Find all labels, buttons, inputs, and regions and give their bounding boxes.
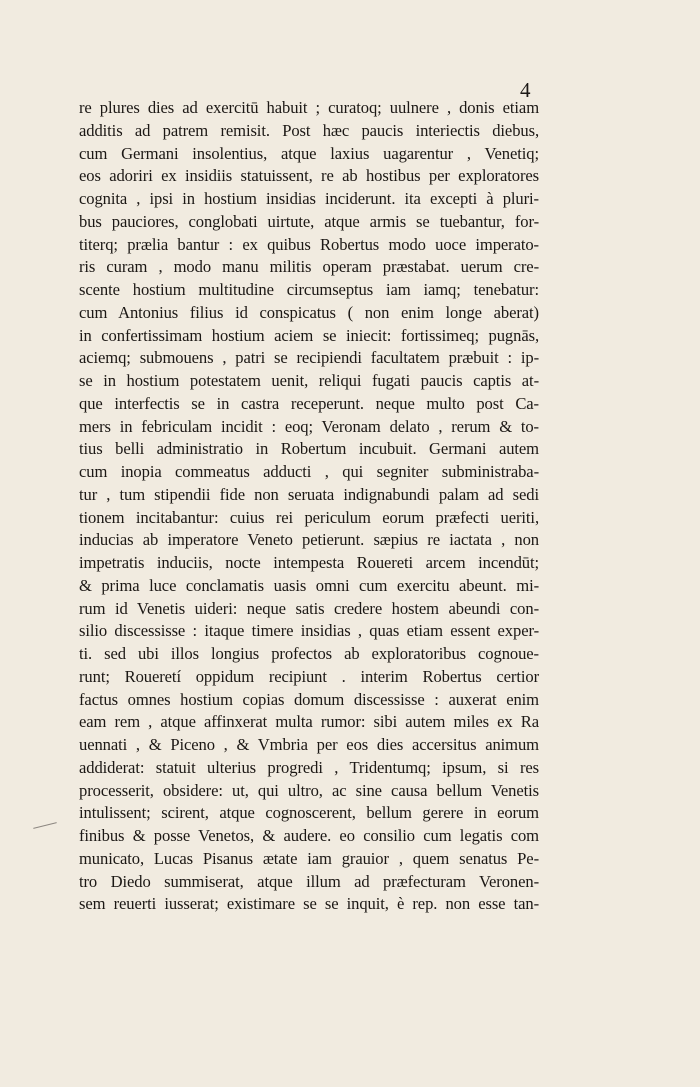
text-line: runt; Roueretí oppidum recipiunt . interim Robertus certior xyxy=(79,666,539,686)
text-line: finibus & posse Venetos, & audere. eo consilio cum legatis com xyxy=(79,826,539,845)
text-line: scente hostium multitudine circumseptus iam iamq; tenebatur: xyxy=(79,280,539,299)
text-line: mers in febriculam incidit : eoq; Veronam delato , rerum & to- xyxy=(79,416,539,436)
text-line: ris curam , modo manu militis operam præstabat. uerum cre- xyxy=(79,257,539,277)
text-line: rum id Venetis uideri: neque satis credere hostem abeundi con- xyxy=(79,598,539,618)
text-line: aciemq; submouens , patri se recipiendi facultatem præbuit : ip- xyxy=(79,348,539,368)
text-line: se in hostium potestatem uenit, reliqui fugati paucis captis at- xyxy=(79,371,539,390)
text-line: cum Antonius filius id conspicatus ( non enim longe aberat) xyxy=(79,302,539,322)
text-line: tius belli administratio in Robertum incubuit. Germani autem xyxy=(79,439,539,459)
page-number: 4 xyxy=(520,78,531,102)
text-line: eam rem , atque affinxerat multa rumor: sibi autem miles ex Ra xyxy=(79,712,539,732)
text-line: cum inopia commeatus adducti , qui segniter subministraba- xyxy=(79,462,539,481)
text-line: addiderat: statuit ulterius progredi , Tridentumq; ipsum, si res xyxy=(79,757,539,777)
text-line: tionem incitabantur: cuius rei periculum eorum præfecti ueriti, xyxy=(79,507,539,527)
text-line: cognita , ipsi in hostium insidias inciderunt. ita excepti à pluri- xyxy=(79,189,539,208)
text-line: intulissent; scirent, atque cognoscerent, bellum gerere in eorum xyxy=(79,803,539,823)
text-line: eos adoriri ex insidiis statuissent, re ab hostibus per exploratores xyxy=(79,166,539,186)
text-line: & prima luce conclamatis uasis omni cum exercitu abeunt. mi- xyxy=(79,575,539,595)
text-line: silio discessisse : itaque timere insidias , quas etiam essent exper- xyxy=(79,621,539,641)
text-line: titerq; prælia bantur : ex quibus Robertus modo uoce imperato- xyxy=(79,234,539,254)
text-line: additis ad patrem remisit. Post hæc paucis interiectis diebus, xyxy=(79,120,539,140)
text-line: uennati , & Piceno , & Vmbria per eos dies accersitus animum xyxy=(79,735,539,754)
text-line: tur , tum stipendii fide non seruata indignabundi palam ad sedi xyxy=(79,484,539,504)
text-line: municato, Lucas Pisanus ætate iam grauior , quem senatus Pe- xyxy=(79,848,539,868)
text-line: re plures dies ad exercitū habuit ; curatoq; uulnere , donis etiam xyxy=(79,98,539,117)
text-line: que interfectis se in castra receperunt. neque multo post Ca- xyxy=(79,393,539,413)
text-line: in confertissimam hostium aciem se iniecit: fortissimeq; pugnās, xyxy=(79,325,539,345)
text-line: bus pauciores, conglobati uirtute, atque armis se tuebantur, for- xyxy=(79,211,539,231)
text-block xyxy=(79,97,539,916)
text-line: impetratis induciis, nocte intempesta Rouereti arcem incendūt; xyxy=(79,553,539,572)
text-line: inducias ab imperatore Veneto petierunt. sæpius re iactata , non xyxy=(79,530,539,550)
margin-mark xyxy=(33,822,57,829)
text-line: ti. sed ubi illos longius profectos ab exploratoribus cognoue- xyxy=(79,644,539,663)
text-line: sem reuerti iusserat; existimare se se inquit, è rep. non esse tan- xyxy=(79,894,539,914)
text-line: processerit, obsidere: ut, qui ultro, ac sine causa bellum Venetis xyxy=(79,780,539,800)
text-line: factus omnes hostium copias domum discessisse : auxerat enim xyxy=(79,689,539,709)
text-line: tro Diedo summiserat, atque illum ad præfecturam Veronen- xyxy=(79,871,539,891)
text-line: cum Germani insolentius, atque laxius uagarentur , Venetiq; xyxy=(79,143,539,163)
